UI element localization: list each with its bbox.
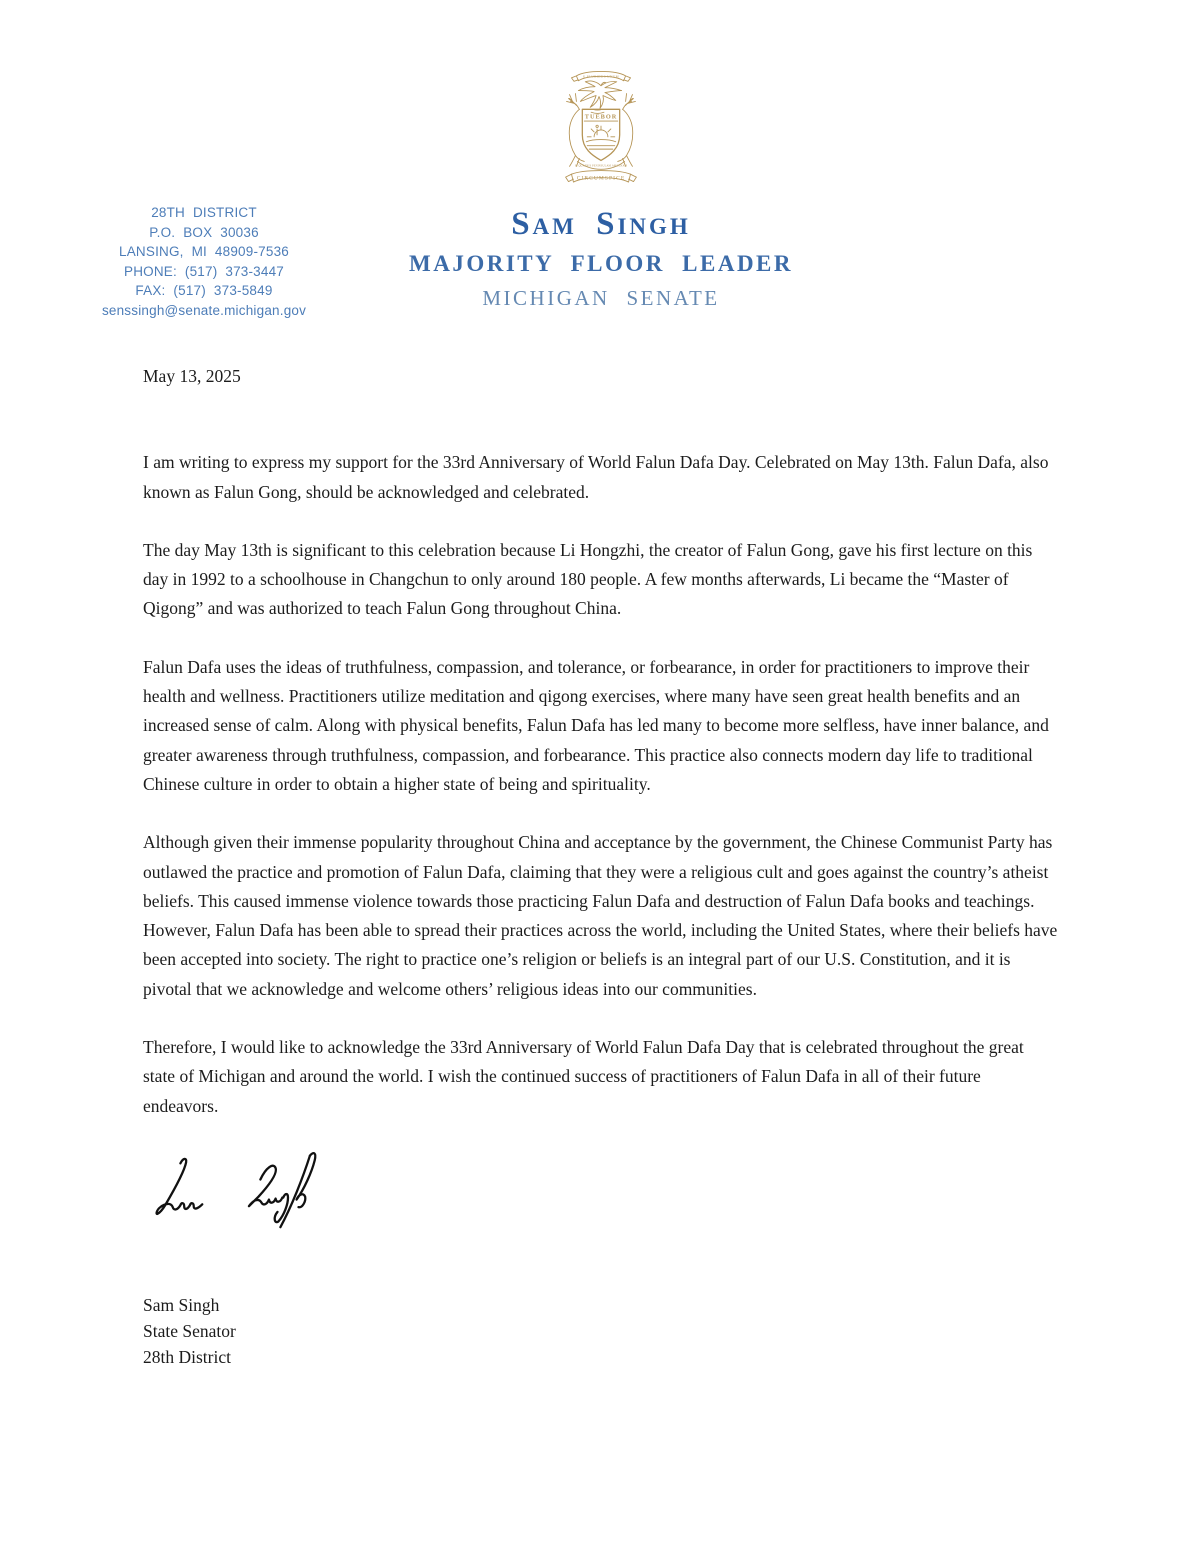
signature-image [143,1150,353,1250]
letter-paragraph: Falun Dafa uses the ideas of truthfulness, compassion, and tolerance, or forbearance, in order for practitioners to improve their health and wellness. Practitioners utilize meditation and qigong exercises, where many have seen great health benefits and an increased sense of calm. Along with physical benefits, Falun Dafa has led many to become more selfless, have inner balance, and greater awareness through truthfulness, compassion, and forbearance. This practice also connects modern day life to traditional Chinese culture in order to obtain a higher state of being and spirituality. [143,656,1049,794]
closing-block [143,1292,1060,1370]
signature-icon [143,1150,353,1250]
letter-body [143,362,1060,1370]
seal-shield-motto: TUEBOR [584,113,618,121]
seal-top-motto: E PLURIBUS UNUM [583,74,619,79]
letter-paragraph: I am writing to express my support for the 33rd Anniversary of World Falun Dafa Day. Celebrated on May 13th. Falun Dafa, also known as Falun Gong, should be acknowledged and celebrated. [143,452,1049,502]
closing-name: Sam Singh [143,1294,220,1315]
contact-city: LANSING, MI 48909-7536 [119,244,289,259]
seal-band-motto: SI QUAERIS PENINSULAM AMOENAM [574,164,628,168]
contact-fax: FAX: (517) 373-5849 [135,283,273,298]
senator-title: MAJORITY FLOOR LEADER [409,251,793,276]
closing-district: 28th District [143,1346,231,1367]
contact-district: 28TH DISTRICT [151,205,257,220]
contact-email: senssingh@senate.michigan.gov [101,302,307,318]
letter-paragraph: The day May 13th is significant to this celebration because Li Hongzhi, the creator of Falun Gong, gave his first lecture on this day in 1992 to a schoolhouse in Changchun to only around 180 people. A few months afterwards, Li became the “Master of Qigong” and was authorized to teach Falun Gong throughout China. [143,539,1033,619]
michigan-seal-icon [542,64,660,190]
contact-phone: PHONE: (517) 373-3447 [123,263,285,279]
letterhead-contact-block [88,203,320,320]
contact-po-box: P.O. BOX 30036 [149,224,259,240]
letter-date: May 13, 2025 [143,366,241,386]
senator-name: Sam Singh [511,206,691,242]
seal-ribbon-motto: CIRCUMSPICE [576,175,626,182]
letter-paragraph: Although given their immense popularity throughout China and acceptance by the government, the Chinese Communist Party has outlawed the practice and promotion of Falun Dafa, claiming that they were a religious cult and goes against the country’s atheist beliefs. This caused immense violence towards those practicing Falun Dafa and destruction of Falun Dafa books and teachings. However, Falun Dafa has been able to spread their practices across the world, including the United States, where their beliefs have been accepted into society. The right to practice one’s religion or beliefs is an integral part of our U.S. Constitution, and it is pivotal that we acknowledge and welcome others’ religious ideas into our communities. [143,832,1058,999]
closing-title: State Senator [143,1320,236,1341]
michigan-coat-of-arms-seal [542,64,660,190]
senate-org: MICHIGAN SENATE [482,286,720,310]
letterhead-name-block [380,206,822,311]
letter-paragraph: Therefore, I would like to acknowledge the 33rd Anniversary of World Falun Dafa Day that is celebrated throughout the great state of Michigan and around the world. I wish the continued success of practitioners of Falun Dafa in all of their future endeavors. [143,1037,1024,1116]
